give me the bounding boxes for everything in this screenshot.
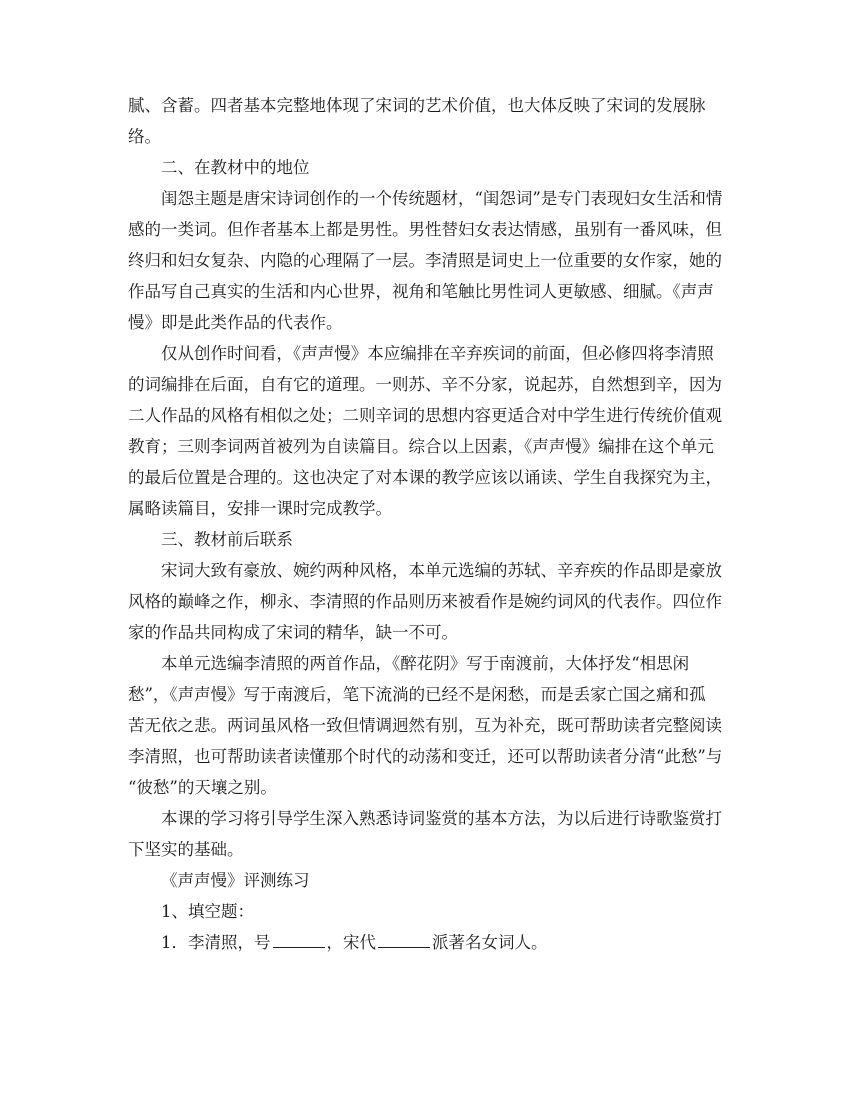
fill-in-question [128, 933, 728, 964]
paragraph-line: 腻、含蓄。四者基本完整地体现了宋词的艺术价值，也大体反映了宋词的发展脉 [128, 96, 706, 115]
exercise-title: 《声声慢》评测练习 [161, 871, 310, 890]
paragraph-line: 本单元选编李清照的两首作品，《醉花阴》写于南渡前，大体抒发“相思闲 [161, 654, 690, 673]
paragraph-line: 慢》即是此类作品的代表作。 [128, 313, 343, 332]
exercise-section: 1、填空题： [161, 902, 254, 921]
paragraph-line: 络。 [128, 127, 161, 146]
paragraph-line: 的最后位置是合理的。这也决定了对本课的教学应该以诵读、学生自我探究为主， [128, 468, 722, 487]
paragraph-line: 感的一类词。但作者基本上都是男性。男性替妇女表达情感，虽别有一番风味，但 [128, 220, 722, 239]
question-prefix: 1．李清照，号 [161, 933, 271, 952]
paragraph-line: 属略读篇目，安排一课时完成教学。 [128, 499, 392, 518]
paragraph-line: 闺怨主题是唐宋诗词创作的一个传统题材，“闺怨词”是专门表现妇女生活和情 [161, 189, 723, 208]
paragraph-line: 本课的学习将引导学生深入熟悉诗词鉴赏的基本方法，为以后进行诗歌鉴赏打 [161, 809, 722, 828]
paragraph-line: 二人作品的风格有相似之处；二则辛词的思想内容更适合对中学生进行传统价值观 [128, 406, 722, 425]
paragraph-line: 宋词大致有豪放、婉约两种风格，本单元选编的苏轼、辛弃疾的作品即是豪放 [161, 561, 722, 580]
question-middle: ，宋代 [326, 933, 376, 952]
answer-blank [273, 933, 325, 948]
paragraph-line: 终归和妇女复杂、内隐的心理隔了一层。李清照是词史上一位重要的女作家，她的 [128, 251, 722, 270]
question-suffix: 派著名女词人。 [432, 933, 548, 952]
paragraph-line: 风格的巅峰之作，柳永、李清照的作品则历来被看作是婉约词风的代表作。四位作 [128, 592, 722, 611]
paragraph-line: “彼愁”的天壤之别。 [128, 778, 277, 797]
paragraph-line: 家的作品共同构成了宋词的精华，缺一不可。 [128, 623, 458, 642]
paragraph-line: 下坚实的基础。 [128, 840, 244, 859]
section-heading: 二、在教材中的地位 [161, 158, 310, 177]
paragraph-line: 李清照，也可帮助读者读懂那个时代的动荡和变迁，还可以帮助读者分清“此愁”与 [128, 747, 723, 766]
paragraph-line: 的词编排在后面，自有它的道理。一则苏、辛不分家，说起苏，自然想到辛，因为 [128, 375, 722, 394]
paragraph-line: 苦无依之悲。两词虽风格一致但情调迥然有别，互为补充，既可帮助读者完整阅读 [128, 716, 722, 735]
answer-blank [378, 933, 430, 948]
document-page [128, 96, 728, 964]
paragraph-line: 教育；三则李词两首被列为自读篇目。综合以上因素，《声声慢》编排在这个单元 [128, 437, 714, 456]
paragraph-line: 愁”，《声声慢》写于南渡后，笔下流淌的已经不是闲愁，而是丢家亡国之痛和孤 [128, 685, 706, 704]
paragraph-line: 仅从创作时间看，《声声慢》本应编排在辛弃疾词的前面，但必修四将李清照 [161, 344, 714, 363]
paragraph-line: 作品写自己真实的生活和内心世界，视角和笔触比男性词人更敏感、细腻。《声声 [128, 282, 714, 301]
section-heading: 三、教材前后联系 [161, 530, 293, 549]
